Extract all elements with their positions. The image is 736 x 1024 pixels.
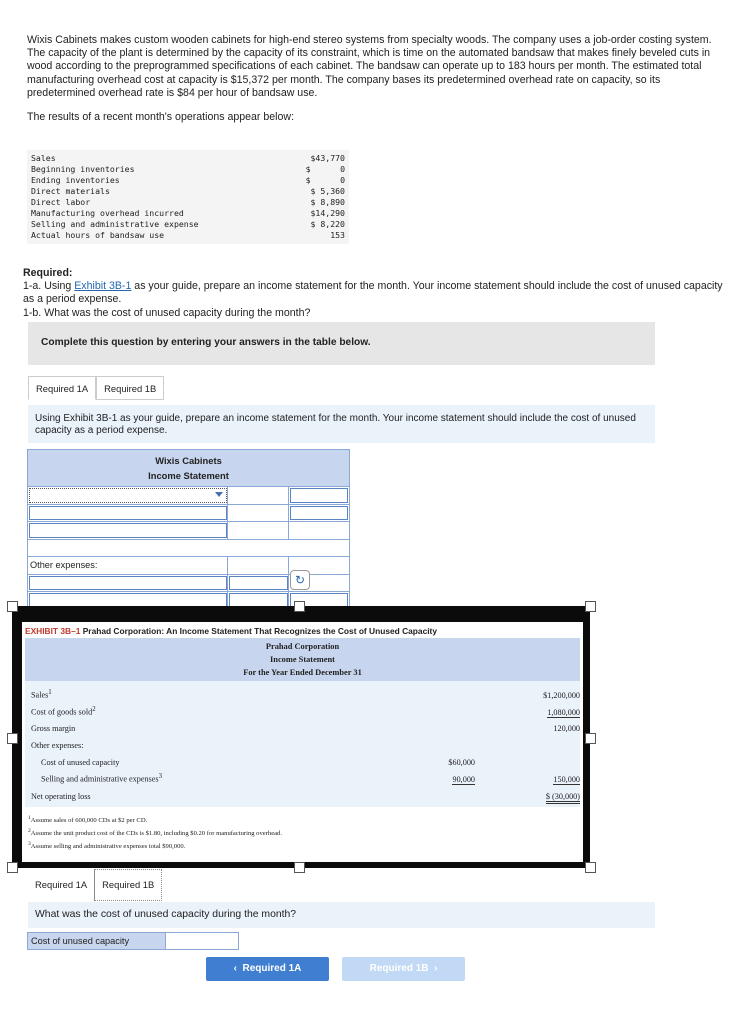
prev-button[interactable]	[206, 957, 329, 981]
question-1b: What was the cost of unused capacity during the month?	[28, 902, 655, 928]
footnote	[28, 839, 577, 852]
footnote-mark: 2	[28, 827, 31, 834]
tab-instruction: Using Exhibit 3B-1 as your guide, prepare an income statement for the month. Your income statement should include the cost of unused capacity as a period expense.	[28, 405, 655, 443]
exhibit-header	[25, 638, 580, 681]
operations-data-table	[27, 150, 349, 244]
other-expenses-label: Other expenses:	[28, 557, 228, 574]
exhibit-statement: Income Statement	[270, 655, 335, 664]
unused-capacity-input[interactable]	[165, 933, 238, 949]
problem-intro	[27, 34, 717, 124]
exhibit-number: EXHIBIT 3B–1	[25, 626, 81, 636]
next-button-label: Required 1B	[369, 963, 429, 974]
resize-handle[interactable]	[7, 601, 18, 612]
tab-required-1a[interactable]: Required 1A	[28, 376, 96, 400]
exhibit-title-text: Prahad Corporation: An Income Statement That Recognizes the Cost of Unused Capacity	[80, 626, 437, 636]
exhibit-label	[25, 706, 385, 717]
footnote-mark: 2	[92, 705, 96, 713]
data-value: $43,770	[310, 153, 345, 163]
data-label: Sales	[31, 153, 56, 163]
total-cell: 150,000	[553, 774, 580, 784]
amount-input[interactable]	[228, 575, 289, 592]
statement-title: Income Statement	[148, 470, 229, 481]
data-row	[31, 230, 345, 241]
required-1a	[23, 280, 723, 306]
required-1a-post: as your guide, prepare an income statement for the month. Your income statement should include the cost of unused capacity as a period expense.	[23, 280, 723, 306]
data-label: Beginning inventories	[31, 164, 135, 174]
data-row	[31, 175, 345, 186]
data-row	[31, 208, 345, 219]
refresh-icon[interactable]: ↻	[290, 570, 310, 590]
data-row	[31, 186, 345, 197]
data-value: 153	[330, 230, 345, 240]
data-row	[31, 197, 345, 208]
chevron-left-icon: ‹	[233, 963, 237, 974]
data-value: $ 0	[305, 164, 345, 174]
table-row	[28, 486, 349, 504]
required-1a-pre: 1-a. Using	[23, 280, 75, 293]
label-text: Selling and administrative expenses	[41, 774, 159, 784]
exhibit-label: Gross margin	[31, 724, 76, 734]
label-text: Cost of goods sold	[31, 707, 93, 717]
unused-capacity-row	[27, 932, 239, 950]
exhibit-link[interactable]: Exhibit 3B-1	[74, 280, 132, 293]
exhibit-3b1	[22, 622, 583, 862]
line-item-select[interactable]	[28, 522, 228, 539]
answer-tabs	[28, 376, 164, 400]
total-cell: 1,080,000	[547, 707, 580, 717]
resize-handle[interactable]	[294, 862, 305, 873]
resize-handle[interactable]	[7, 862, 18, 873]
total-cell: $ (30,000)	[546, 792, 580, 804]
required-section	[23, 267, 723, 320]
data-value: $ 8,890	[310, 197, 345, 207]
data-label: Direct labor	[31, 197, 91, 207]
footnote	[28, 813, 577, 826]
line-item-select[interactable]	[28, 575, 228, 592]
exhibit-label: Other expenses:	[31, 741, 84, 751]
tab-required-1b[interactable]: Required 1B	[96, 376, 164, 400]
data-value: $ 8,220	[310, 219, 345, 229]
amount-cell	[228, 505, 289, 522]
line-item-select[interactable]	[28, 487, 228, 504]
exhibit-row	[25, 752, 580, 769]
label-text: Sales	[31, 690, 49, 700]
chevron-right-icon: ›	[434, 963, 438, 974]
data-row	[31, 164, 345, 175]
next-button[interactable]	[342, 957, 465, 981]
footnote-mark: 3	[28, 840, 31, 847]
exhibit-row	[25, 769, 580, 786]
footnote-mark: 3	[158, 773, 162, 781]
footnote-mark: 1	[28, 814, 31, 821]
required-heading: Required:	[23, 267, 73, 279]
total-cell: 120,000	[553, 724, 580, 734]
data-label: Actual hours of bandsaw use	[31, 230, 165, 240]
exhibit-row	[25, 735, 580, 752]
prev-button-label: Required 1A	[242, 963, 302, 974]
data-label: Manufacturing overhead incurred	[31, 208, 184, 218]
exhibit-row	[25, 786, 580, 803]
data-row	[31, 153, 345, 164]
amount-cell	[289, 522, 349, 539]
intro-results-line: The results of a recent month's operations appear below:	[27, 111, 295, 124]
resize-handle[interactable]	[7, 733, 18, 744]
exhibit-label: Net operating loss	[31, 791, 91, 801]
resize-handle[interactable]	[585, 733, 596, 744]
data-value: $14,290	[310, 208, 345, 218]
footnote-text: Assume the unit product cost of the CDs is $1.80, including $0.20 for manufacturing overhead.	[30, 829, 282, 837]
exhibit-row	[25, 702, 580, 719]
spacer-row	[28, 539, 349, 557]
amount-input[interactable]	[289, 505, 349, 522]
tab-required-1a[interactable]: Required 1A	[28, 870, 95, 900]
resize-handle[interactable]	[585, 862, 596, 873]
resize-handle[interactable]	[294, 601, 305, 612]
footnote-mark: 1	[48, 689, 52, 697]
unused-capacity-label: Cost of unused capacity	[28, 933, 165, 949]
data-label: Ending inventories	[31, 175, 120, 185]
income-statement-header	[28, 450, 349, 486]
exhibit-footnotes	[22, 807, 583, 859]
data-row	[31, 219, 345, 230]
mid-cell: $60,000	[448, 757, 475, 767]
table-row	[28, 521, 349, 539]
exhibit-label: Cost of unused capacity	[41, 757, 120, 767]
data-value: $ 5,360	[310, 186, 345, 196]
company-name: Wixis Cabinets	[155, 455, 222, 466]
answer-tabs-lower	[28, 870, 161, 900]
footnote-text: Assume selling and administrative expenses total $90,000.	[30, 843, 186, 851]
exhibit-label	[25, 773, 385, 784]
footnote-text: Assume sales of 600,000 CDs at $2 per CD.	[30, 816, 148, 824]
exhibit-period: For the Year Ended December 31	[243, 668, 362, 677]
footnote	[28, 826, 577, 839]
amount-cell	[228, 522, 289, 539]
resize-handle[interactable]	[585, 601, 596, 612]
chevron-down-icon	[215, 492, 223, 497]
exhibit-row	[25, 685, 580, 702]
data-value: $ 0	[305, 175, 345, 185]
amount-cell	[228, 557, 289, 574]
amount-cell	[228, 487, 289, 504]
complete-instructions: Complete this question by entering your answers in the table below.	[28, 322, 655, 365]
exhibit-body	[25, 681, 580, 807]
exhibit-title	[22, 622, 583, 638]
data-label: Direct materials	[31, 186, 110, 196]
total-cell: $1,200,000	[543, 690, 580, 700]
intro-paragraph: Wixis Cabinets makes custom wooden cabinets for high-end stereo systems from specialty woods. The company uses a job-order costing system. The capacity of the plant is determined by the capacity of its constraint, which is time on the automated bandsaw that makes finely beveled cuts in wood according to the preprogrammed specifications of each cabinet. The bandsaw can operate up to 183 hours per month. The estimated total manufacturing overhead cost at capacity is $15,372 per month. The company bases its predetermined overhead rate on capacity, so its predetermined overhead rate is $84 per hour of bandsaw use.	[27, 34, 712, 99]
mid-cell: 90,000	[452, 774, 475, 784]
required-1b: 1-b. What was the cost of unused capacity during the month?	[23, 306, 311, 319]
exhibit-company: Prahad Corporation	[265, 642, 340, 651]
exhibit-label	[25, 689, 385, 700]
data-label: Selling and administrative expense	[31, 219, 199, 229]
exhibit-row	[25, 719, 580, 736]
amount-input[interactable]	[289, 487, 349, 504]
tab-required-1b[interactable]: Required 1B	[95, 870, 161, 900]
table-row	[28, 504, 349, 522]
line-item-select[interactable]	[28, 505, 228, 522]
